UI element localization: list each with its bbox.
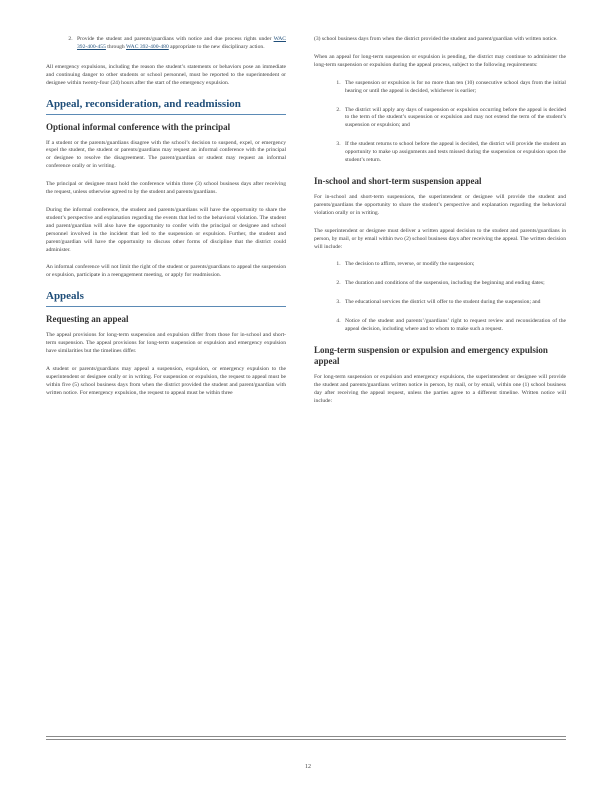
right-column (314, 36, 566, 416)
decision-list (314, 261, 566, 334)
page-number: 12 (305, 764, 311, 770)
paragraph: For long-term suspension or expulsion and emergency expulsions, the superintendent or designee will provide the student and parents/guardians written notice in person, by mail, or by email, within one (1) school business day after receiving the appeal request, unless the parties agree to a different timeline. Written notice will include: (314, 373, 566, 404)
list-item: 1. The suspension or expulsion is for no more than ten (10) consecutive school days from the initial hearing or until the appeal is decided, whichever is earlier; (342, 80, 566, 96)
long-term-appeal-heading: Long-term suspension or expulsion and emergency expulsion appeal (314, 344, 548, 366)
paragraph: During the informal conference, the student and parents/guardians will have the opportunity to share the student’s perspective and explanation regarding the events that led to the behavioral violation. The student and parent/guardian will also have the opportunity to confer with the principal or designee and school personnel involved in the incident that led to the suspension or expulsion. Further, the student and parent/guardian will have the opportunity to discuss other forms of discipline that the district could administer. (46, 206, 286, 253)
wac-link-455[interactable]: WAC 392-400-455 (77, 36, 286, 50)
paragraph: An informal conference will not limit the right of the student or parents/guardians to appeal the suspension or expulsion, participate in a reengagement meeting, or apply for readmission. (46, 264, 286, 279)
list-item: 2. The district will apply any days of suspension or expulsion occurring before the appeal is decided to the term of the student’s suspension or expulsion and may not extend the term of the student’s suspension or expulsion; and (342, 107, 566, 131)
wac-link-480[interactable]: WAC 392-400-480 (126, 43, 169, 50)
paragraph: The principal or designee must hold the conference within three (3) school business days after receiving the request, unless otherwise agreed to by the student and parents/guardians. (46, 181, 286, 196)
in-school-appeal-heading: In-school and short-term suspension appeal (314, 175, 482, 186)
footer-rule (46, 736, 566, 737)
paragraph: The superintendent or designee must deliver a written appeal decision to the student and parents/guardians in person, by mail, or by email within two (2) school business days after receiving the appeal. The written decision will include: (314, 227, 566, 250)
list-item: 4. Notice of the student and parents’/guardians’ right to request review and reconsideration of the appeal decision, including where and to whom to make such a request. (342, 318, 566, 334)
paragraph: For in-school and short-term suspensions, the superintendent or designee will provide the student and parents/guardians the opportunity to share the student’s perspective and explanation regarding the behavioral violation orally or in writing. (314, 193, 566, 216)
left-column (46, 36, 286, 408)
list-item: 2. Provide the student and parents/guardians with notice and due process rights under WAC 392-400-455 through WAC 392-400-480 appropriate to the new disciplinary action. (74, 36, 286, 52)
paragraph: When an appeal for long-term suspension or expulsion is pending, the district may continue to administer the long-term suspension or expulsion during the appeal process, subject to the following requirements: (314, 53, 566, 68)
appeals-heading: Appeals (46, 290, 286, 307)
appeal-heading: Appeal, reconsideration, and readmission (46, 98, 286, 115)
footer-rule (46, 739, 566, 740)
list-item: 1. The decision to affirm, reverse, or modify the suspension; (342, 261, 566, 269)
list-item: 2. The duration and conditions of the suspension, including the beginning and ending dates; (342, 280, 566, 288)
emergency-paragraph: All emergency expulsions, including the reason the student’s statements or behaviors pose an immediate and continuing danger to other students or school personnel, must be reported to the superintendent or designee within twenty-four (24) hours after the start of the emergency expulsion. (46, 63, 286, 86)
paragraph: (3) school business days from when the district provided the student and parent/guardian with written notice. (314, 36, 558, 42)
optional-conference-heading: Optional informal conference with the principal (46, 121, 231, 132)
notice-list (46, 36, 286, 52)
list-item: 3. The educational services the district will offer to the student during the suspension; and (342, 299, 566, 307)
paragraph: The appeal provisions for long-term suspension and expulsion differ from those for in-school and short-term suspension. The appeal provisions for long-term suspension or expulsion and emergency expulsion have similarities but the timelines differ. (46, 332, 286, 355)
requirements-list (314, 80, 566, 165)
paragraph: A student or parents/guardians may appeal a suspension, expulsion, or emergency expulsion to the superintendent or designee orally or in writing. For suspension or expulsion, the request to appeal must be within five (5) school business days from when the district provided the student and parent/guardian with written notice. For emergency expulsion, the request to appeal must be within three (46, 365, 286, 396)
list-item: 3. If the student returns to school before the appeal is decided, the district will provide the student an opportunity to make up assignments and tests missed during the suspension or expulsion upon the student’s return. (342, 141, 566, 165)
paragraph: If a student or the parents/guardians disagree with the school’s decision to suspend, expel, or emergency expel the student, the student or parents/guardians may request an informal conference with the principal or designee to resolve the disagreement. The parent/guardian or student may request an informal conference orally or in writing. (46, 139, 286, 170)
requesting-appeal-heading: Requesting an appeal (46, 314, 129, 325)
